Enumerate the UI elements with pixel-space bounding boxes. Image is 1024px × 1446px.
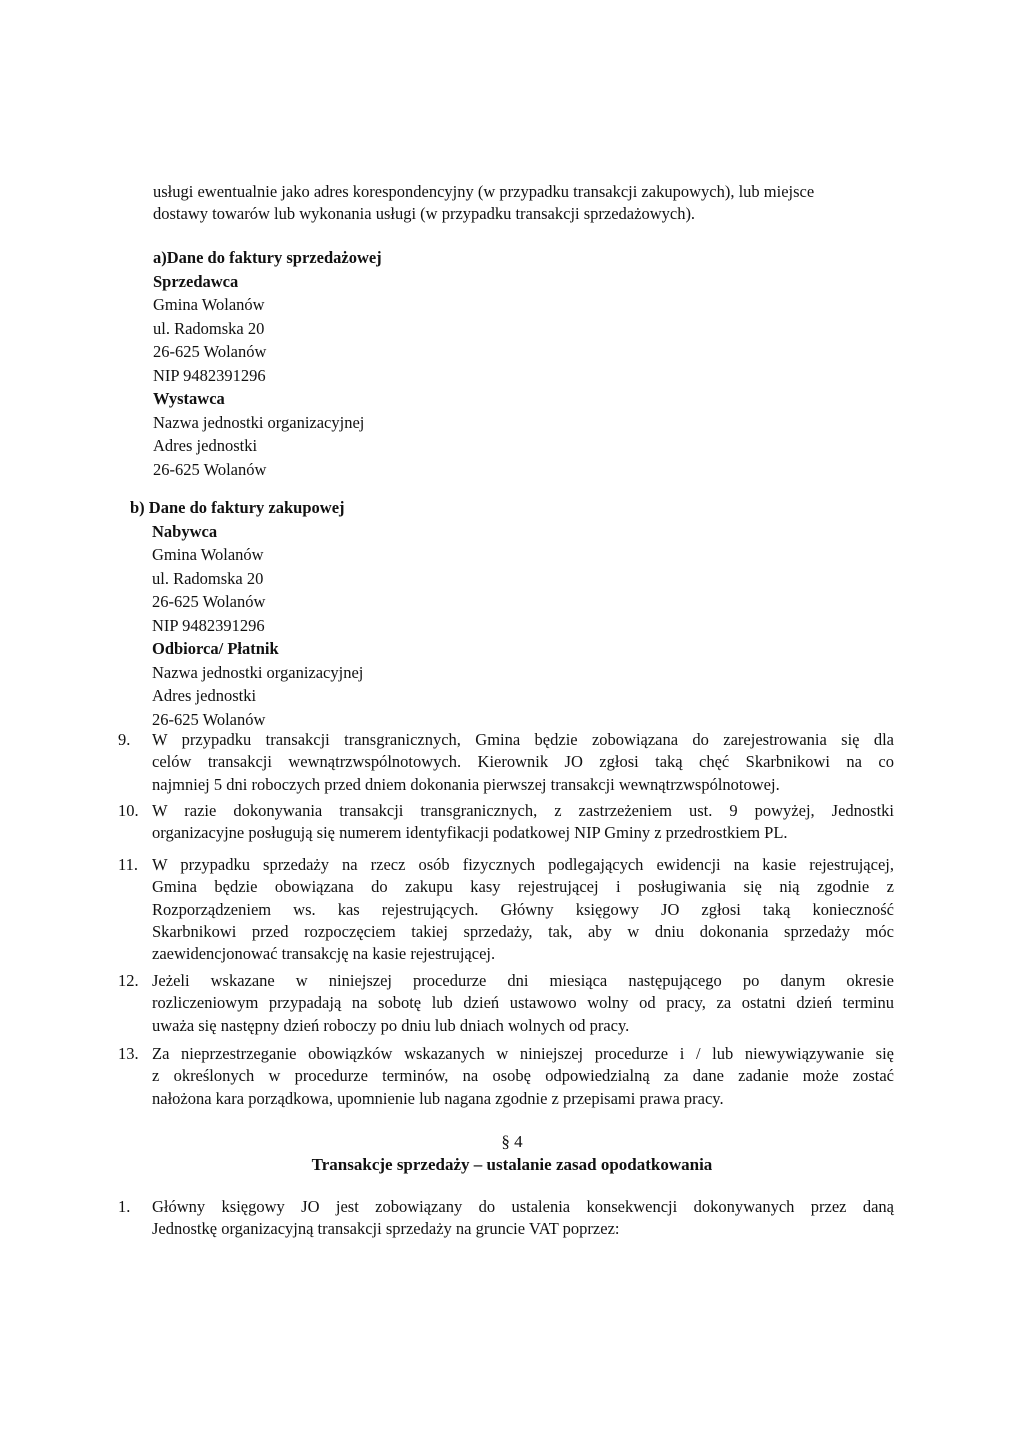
list-item: [118, 729, 894, 796]
purchase-invoice-heading: b) Dane do faktury zakupowej: [130, 498, 345, 517]
recipient-postcode: 26-625 Wolanów: [152, 709, 266, 729]
item-number: 13.: [118, 1044, 139, 1063]
item-line: Rozporządzeniem ws. kas rejestrujących. Główny księgowy JO zgłosi taką konieczność: [152, 899, 894, 919]
item-line: W przypadku transakcji transgranicznych, Gmina będzie zobowiązana do zarejestrowania się dla: [152, 730, 894, 749]
recipient-address: Adres jednostki: [152, 686, 257, 705]
list-item: [118, 1043, 894, 1110]
item-number: 11.: [118, 855, 139, 874]
issuer-address: Adres jednostki: [153, 436, 258, 455]
item-line: Główny księgowy JO jest zobowiązany do ustalenia konsekwencji dokonywanych przez daną: [152, 1197, 894, 1216]
buyer-postcode: 26-625 Wolanów: [152, 592, 266, 611]
item-number: 12.: [118, 971, 139, 990]
seller-postcode: 26-625 Wolanów: [153, 342, 267, 361]
issuer-label: Wystawca: [153, 389, 225, 408]
seller-label: Sprzedawca: [153, 271, 239, 291]
issuer-name: Nazwa jednostki organizacyjnej: [153, 412, 365, 432]
item-line: uważa się następny dzień roboczy po dniu lub dniach wolnych od pracy.: [152, 1015, 630, 1035]
intro-paragraph: [153, 181, 894, 225]
item-line: nałożona kara porządkowa, upomnienie lub nagana zgodnie z przepisami prawa pracy.: [152, 1088, 724, 1108]
section-sign: § 4: [501, 1132, 523, 1151]
seller-name: Gmina Wolanów: [153, 295, 265, 314]
item-number: 9.: [118, 730, 131, 749]
sales-invoice-section: [153, 246, 382, 481]
item-line: Skarbnikowi przed rozpoczęciem takiej sprzedaży, tak, aby w dniu dokonania sprzedaży móc: [152, 921, 894, 941]
item-number: 10.: [118, 801, 139, 820]
item-line: Jeżeli wskazane w niniejszej procedurze dni miesiąca następującego po danym okresie: [152, 971, 894, 990]
intro-line: dostawy towarów lub wykonania usługi (w przypadku transakcji sprzedażowych).: [153, 203, 696, 223]
item-line: Za nieprzestrzeganie obowiązków wskazanych w niniejszej procedurze i / lub niewywiązywanie się: [152, 1044, 894, 1063]
section-title: Transakcje sprzedaży – ustalanie zasad opodatkowania: [311, 1155, 713, 1174]
purchase-invoice-section: [130, 496, 363, 731]
item-line: Gmina będzie obowiązana do zakupu kasy rejestrującej i posługiwania się nią zgodnie z: [152, 877, 894, 897]
item-line: Jednostkę organizacyjną transakcji sprzedaży na gruncie VAT poprzez:: [152, 1219, 620, 1239]
item-line: zaewidencjonować transakcję na kasie rejestrującej.: [152, 944, 496, 964]
buyer-name: Gmina Wolanów: [152, 545, 264, 564]
list-item: [118, 1196, 894, 1241]
buyer-street: ul. Radomska 20: [152, 568, 264, 588]
item-line: celów transakcji wewnątrzwspólnotowych. Kierownik JO zgłosi taką chęć Skarbnikowi na co: [152, 752, 894, 772]
item-line: najmniej 5 dni roboczych przed dniem dokonania pierwszej transakcji wewnątrzwspólnotowej.: [152, 774, 780, 794]
list-item: [118, 854, 894, 965]
item-line: z określonych w procedurze terminów, na osobę odpowiedzialną za dane zadanie może zostać: [152, 1066, 894, 1086]
recipient-name: Nazwa jednostki organizacyjnej: [152, 662, 364, 682]
item-line: W razie dokonywania transakcji transgranicznych, z zastrzeżeniem ust. 9 powyżej, Jednostki: [152, 801, 894, 820]
seller-street: ul. Radomska 20: [153, 318, 265, 338]
item-line: organizacyjne posługują się numerem identyfikacji podatkowej NIP Gminy z przedrostkiem PL.: [152, 823, 788, 843]
list-item: [118, 800, 894, 845]
issuer-postcode: 26-625 Wolanów: [153, 459, 267, 479]
buyer-nip: NIP 9482391296: [152, 615, 265, 635]
item-number: 1.: [118, 1197, 131, 1216]
item-line: rozliczeniowym przypadają na sobotę lub dzień ustawowo wolny od pracy, za ostatni dzień terminu: [152, 993, 894, 1013]
item-line: W przypadku sprzedaży na rzecz osób fizycznych podlegających ewidencji na kasie rejestrującej,: [152, 855, 894, 874]
recipient-label: Odbiorca/ Płatnik: [152, 639, 279, 658]
sales-invoice-heading: a)Dane do faktury sprzedażowej: [153, 248, 382, 267]
seller-nip: NIP 9482391296: [153, 365, 266, 385]
intro-line: usługi ewentualnie jako adres korespondencyjny (w przypadku transakcji zakupowych), lub miejsce: [153, 182, 815, 201]
list-item: [118, 970, 894, 1037]
buyer-label: Nabywca: [152, 521, 218, 541]
